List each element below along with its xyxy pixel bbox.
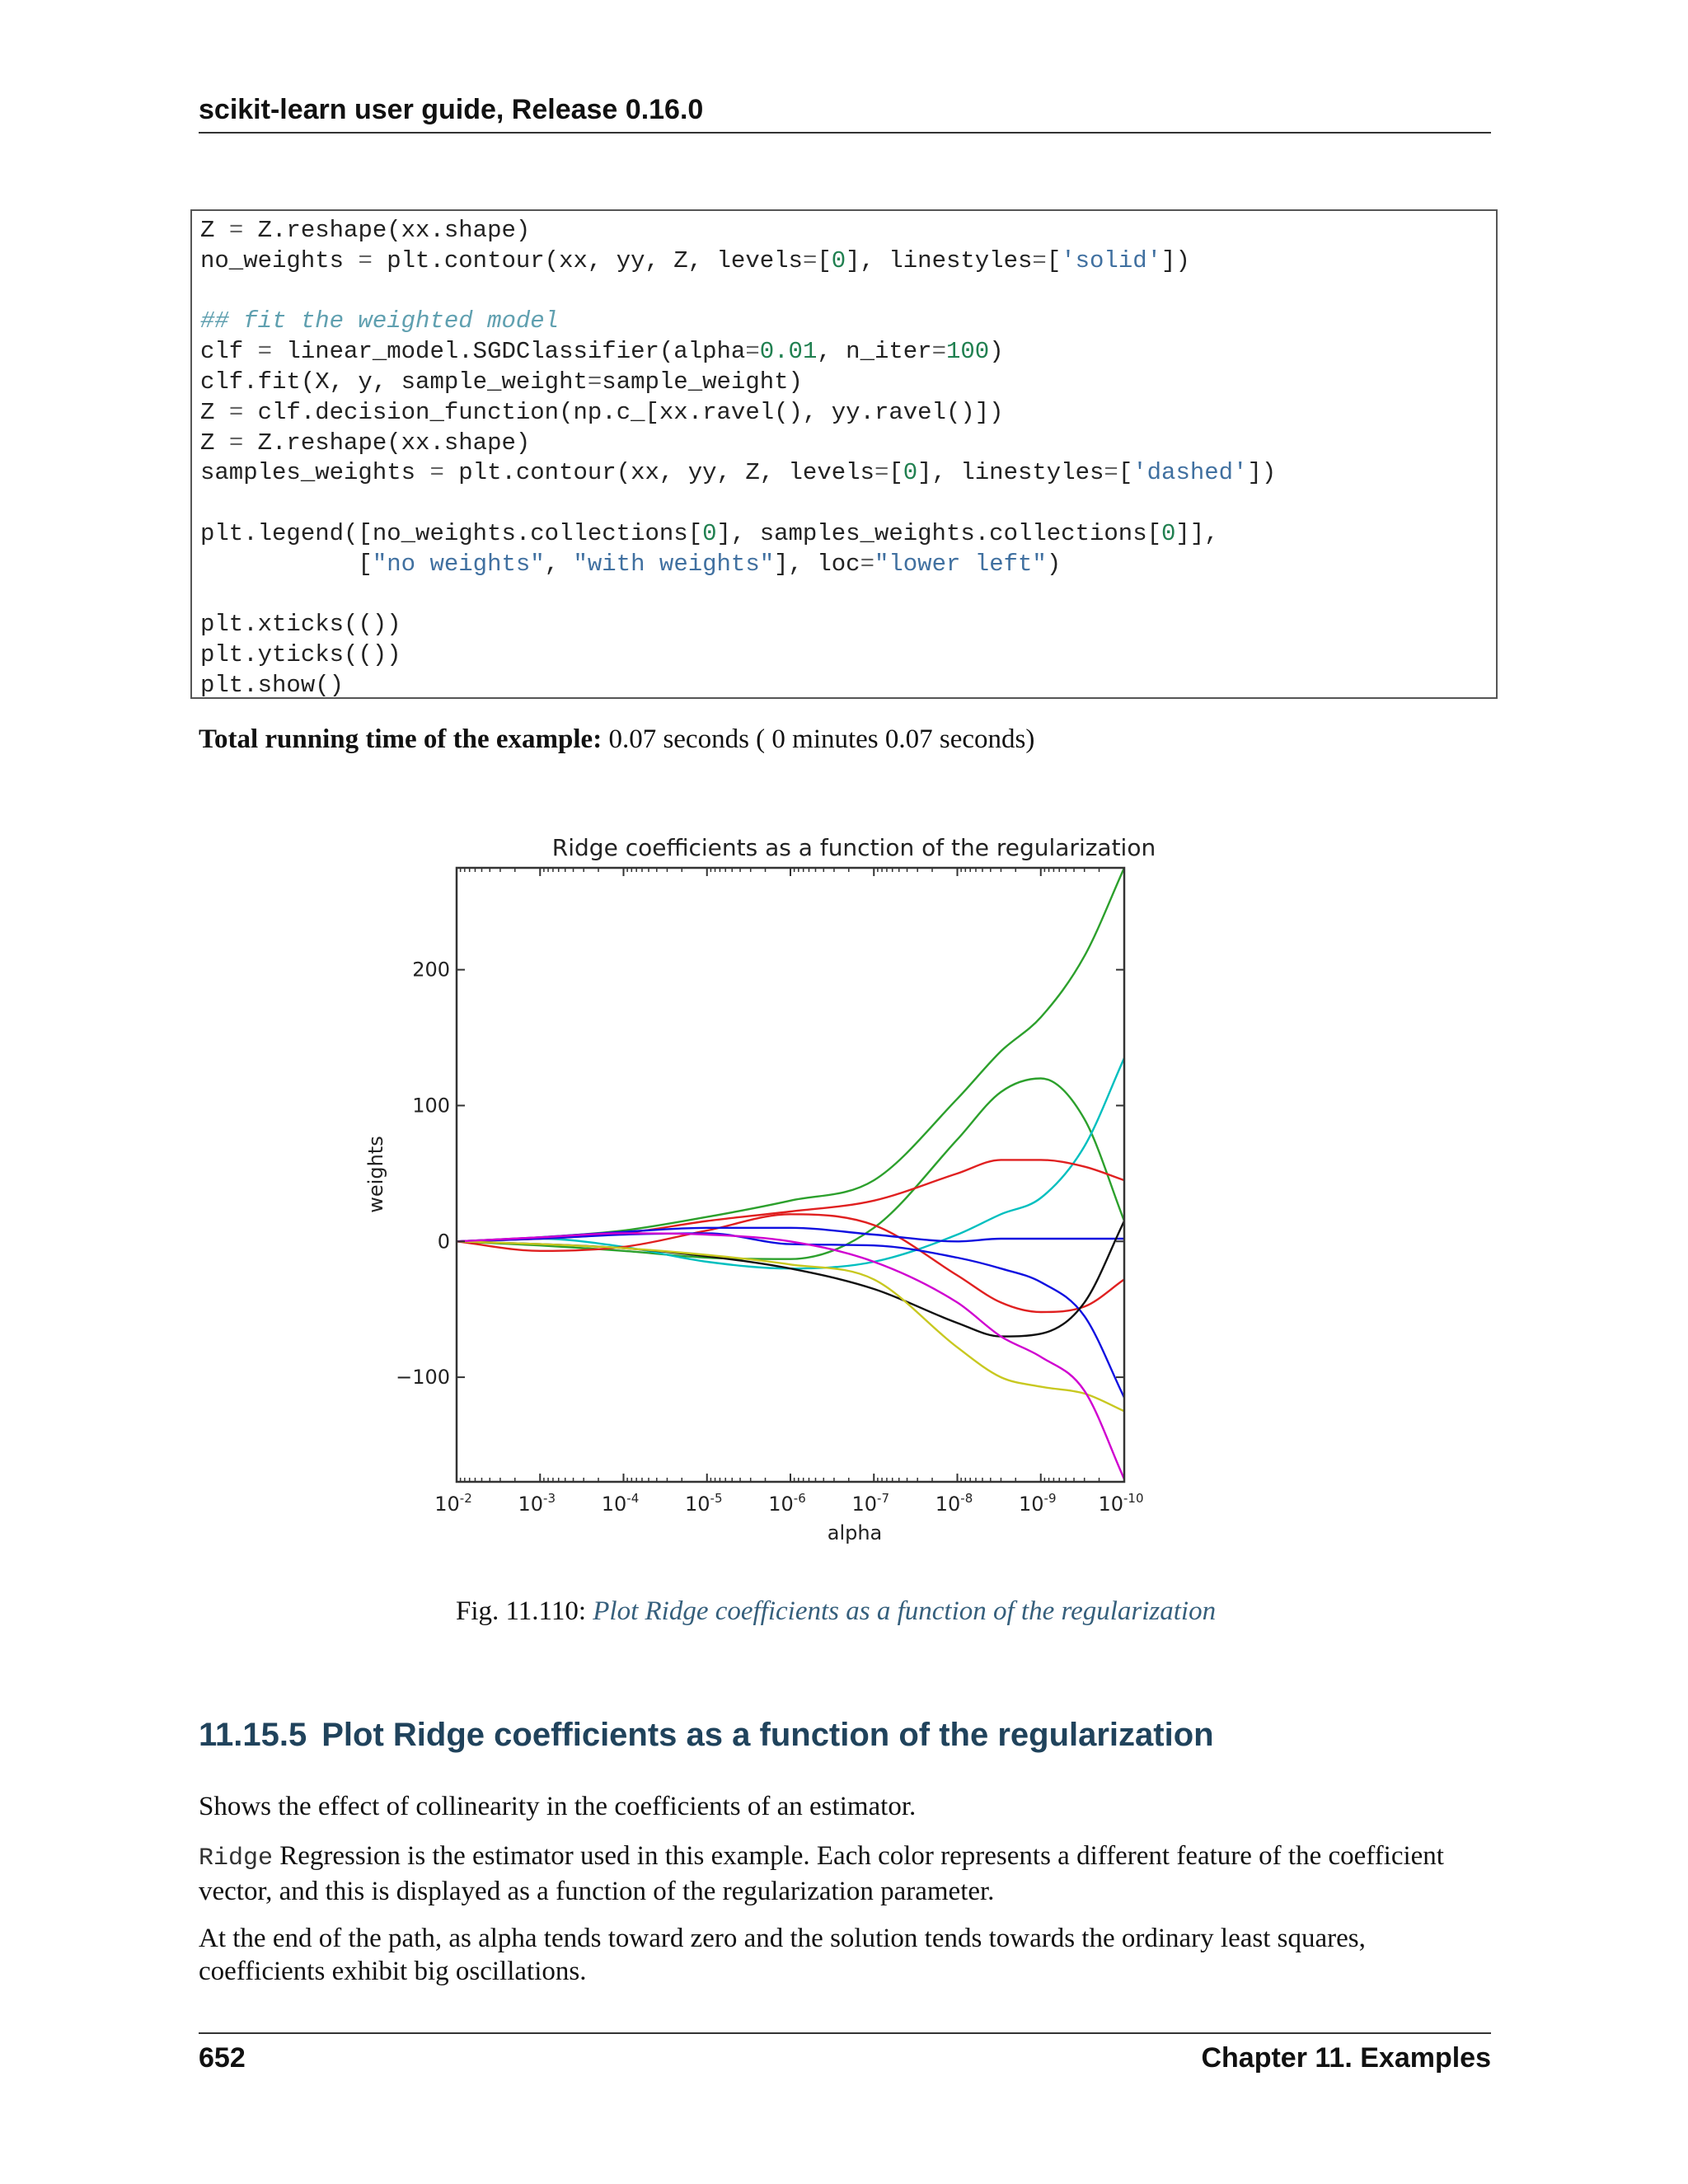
code-token: , n_iter [817, 338, 932, 366]
code-token: ]) [1161, 246, 1190, 274]
code-token: clf.decision_function(np.c_[xx.ravel(), yy.ravel()]) [243, 398, 1004, 426]
code-line [200, 550, 1276, 580]
code-token: = [358, 246, 373, 274]
code-token: 0 [702, 519, 717, 547]
series-line-9 [457, 1241, 1124, 1411]
code-token: plt.show() [200, 671, 345, 699]
running-header [199, 92, 1491, 134]
code-token: plt.contour(xx, yy, Z, levels [443, 459, 874, 487]
code-line [200, 458, 1276, 489]
code-token: = [587, 368, 603, 396]
code-token: [ [1046, 246, 1062, 274]
x-axis-label: alpha [827, 1521, 883, 1544]
code-token: = [228, 429, 244, 457]
code-line [200, 610, 1276, 640]
y-tick-label: 200 [412, 958, 450, 982]
series-line-7 [457, 1233, 1124, 1397]
code-token: ], samples_weights.collections[ [716, 519, 1162, 547]
x-tick-base: 10 [684, 1493, 710, 1516]
x-tick-label [602, 1491, 640, 1516]
code-token: ]], [1175, 519, 1219, 547]
ridge-code-link[interactable]: Ridge [199, 1844, 274, 1872]
x-tick-exponent: -3 [543, 1491, 556, 1506]
code-token: = [860, 550, 874, 578]
series-line-1 [457, 868, 1124, 1241]
paragraph-intro: Shows the effect of collinearity in the coefficients of an estimator. [199, 1792, 917, 1821]
code-token: = [228, 217, 244, 244]
code-token: "lower left" [874, 550, 1047, 578]
code-token: Z [200, 429, 229, 457]
x-tick-base: 10 [851, 1493, 878, 1516]
x-tick-label [768, 1491, 806, 1516]
code-token: 0 [1161, 519, 1176, 547]
code-token: plt.yticks(()) [200, 641, 401, 669]
code-line [200, 307, 1276, 337]
caption-prefix: Fig. 11.110: [456, 1596, 593, 1626]
code-token: = [1104, 459, 1118, 487]
code-token: "no weights" [372, 550, 545, 578]
code-token: ## fit the weighted model [200, 307, 560, 335]
code-token: sample_weight) [602, 368, 803, 396]
page-number: 652 [199, 2042, 246, 2074]
code-token: = [745, 338, 760, 366]
axes [396, 868, 1143, 1516]
y-tick-label: 0 [437, 1230, 450, 1254]
running-time [199, 724, 1034, 755]
code-token: = [874, 459, 889, 487]
code-token: clf [200, 338, 258, 366]
y-axis-label: weights [364, 1136, 387, 1213]
paragraph-oscillations: At the end of the path, as alpha tends toward zero and the solution tends towards the ordinary least squares, coefficients exhibit big oscillations. [199, 1924, 1366, 1986]
code-line [200, 216, 1276, 246]
code-line [200, 429, 1276, 459]
code-token: clf.fit(X, y, sample_weight [200, 368, 588, 396]
x-tick-label [518, 1491, 556, 1516]
code-token: [ [200, 550, 373, 578]
x-tick-base: 10 [434, 1493, 460, 1516]
figure-caption [456, 1596, 1216, 1627]
x-tick-label [1019, 1491, 1057, 1516]
code-token: [ [1118, 459, 1133, 487]
header-title: scikit-learn user guide, Release 0.16.0 [199, 94, 704, 125]
code-line [200, 246, 1276, 277]
code-token: [ [817, 246, 832, 274]
code-line [200, 671, 1276, 701]
code-block [190, 209, 1498, 699]
chapter-label: Chapter 11. Examples [1201, 2042, 1491, 2074]
code-token: 0 [903, 459, 918, 487]
code-token: Z [200, 398, 229, 426]
x-tick-exponent: -4 [626, 1491, 640, 1506]
code-token: 0 [831, 246, 846, 274]
running-time-value: 0.07 seconds ( 0 minutes 0.07 seconds) [602, 724, 1035, 754]
x-tick-base: 10 [1018, 1493, 1044, 1516]
x-tick-exponent: -7 [877, 1491, 890, 1506]
code-token: ], linestyles [846, 246, 1033, 274]
code-token: [ [889, 459, 903, 487]
code-token: Z.reshape(xx.shape) [243, 429, 531, 457]
x-tick-exponent: -8 [960, 1491, 973, 1506]
code-text [200, 216, 1276, 701]
code-token: plt.contour(xx, yy, Z, levels [372, 246, 803, 274]
code-line [200, 640, 1276, 671]
x-tick-exponent: -9 [1043, 1491, 1057, 1506]
code-token: ]) [1247, 459, 1277, 487]
y-tick-label: −100 [396, 1366, 450, 1390]
code-token: Z.reshape(xx.shape) [243, 217, 531, 244]
section-number: 11.15.5 [199, 1717, 307, 1753]
series-line-10 [457, 1233, 1124, 1479]
code-token: plt.xticks(()) [200, 611, 401, 639]
paragraph-ridge [199, 1840, 1491, 1908]
x-tick-base: 10 [768, 1493, 794, 1516]
code-token: samples_weights [200, 459, 430, 487]
code-token: = [802, 246, 818, 274]
code-token: ], linestyles [917, 459, 1104, 487]
code-token: "with weights" [573, 550, 775, 578]
code-line [200, 519, 1276, 550]
x-tick-label [935, 1491, 973, 1516]
x-tick-exponent: -10 [1123, 1491, 1144, 1506]
code-token: ) [989, 338, 1004, 366]
code-token: ) [1046, 550, 1062, 578]
code-token: 'dashed' [1132, 459, 1248, 487]
running-time-label: Total running time of the example: [199, 724, 603, 754]
x-tick-exponent: -6 [793, 1491, 806, 1506]
code-token: 100 [946, 338, 990, 366]
code-line [200, 277, 1276, 307]
x-tick-label [851, 1491, 889, 1516]
x-tick-base: 10 [935, 1493, 961, 1516]
running-footer [199, 2032, 1491, 2083]
code-token: Z [200, 217, 229, 244]
code-token: = [429, 459, 444, 487]
code-token: = [931, 338, 946, 366]
code-token: 0.01 [759, 338, 818, 366]
code-token: no_weights [200, 246, 359, 274]
section-heading [199, 1717, 1214, 1754]
x-tick-base: 10 [601, 1493, 627, 1516]
paragraph-ridge-text: Regression is the estimator used in this example. Each color represents a different feature of the coefficient vector, and this is displayed as a function of the regularization parameter. [199, 1841, 1444, 1906]
code-line [200, 337, 1276, 368]
caption-link[interactable]: Plot Ridge coefficients as a function of the regularization [593, 1596, 1217, 1626]
x-tick-label [434, 1491, 472, 1516]
code-token: , [544, 550, 574, 578]
ridge-coefficients-chart [300, 787, 1289, 1652]
x-tick-exponent: -5 [710, 1491, 723, 1506]
code-token: plt.legend([no_weights.collections[ [200, 519, 703, 547]
y-tick-label: 100 [412, 1094, 450, 1118]
code-token: = [228, 398, 244, 426]
code-line [200, 580, 1276, 611]
x-tick-exponent: -2 [459, 1491, 472, 1506]
code-token: = [257, 338, 273, 366]
x-tick-label [685, 1491, 723, 1516]
code-line [200, 368, 1276, 398]
plot-frame [457, 868, 1124, 1482]
series-line-2 [457, 1079, 1124, 1259]
code-line [200, 489, 1276, 519]
code-token: linear_model.SGDClassifier(alpha [272, 338, 746, 366]
x-tick-base: 10 [1098, 1493, 1124, 1516]
series-line-5 [457, 1214, 1124, 1312]
code-token: ], loc [774, 550, 860, 578]
section-title: Plot Ridge coefficients as a function of the regularization [321, 1717, 1214, 1753]
x-tick-base: 10 [518, 1493, 544, 1516]
code-line [200, 398, 1276, 429]
series-lines [457, 868, 1124, 1479]
code-token: 'solid' [1061, 246, 1162, 274]
code-token: = [1032, 246, 1047, 274]
x-tick-label [1098, 1491, 1143, 1516]
chart-title: Ridge coefficients as a function of the regularization [551, 834, 1156, 861]
